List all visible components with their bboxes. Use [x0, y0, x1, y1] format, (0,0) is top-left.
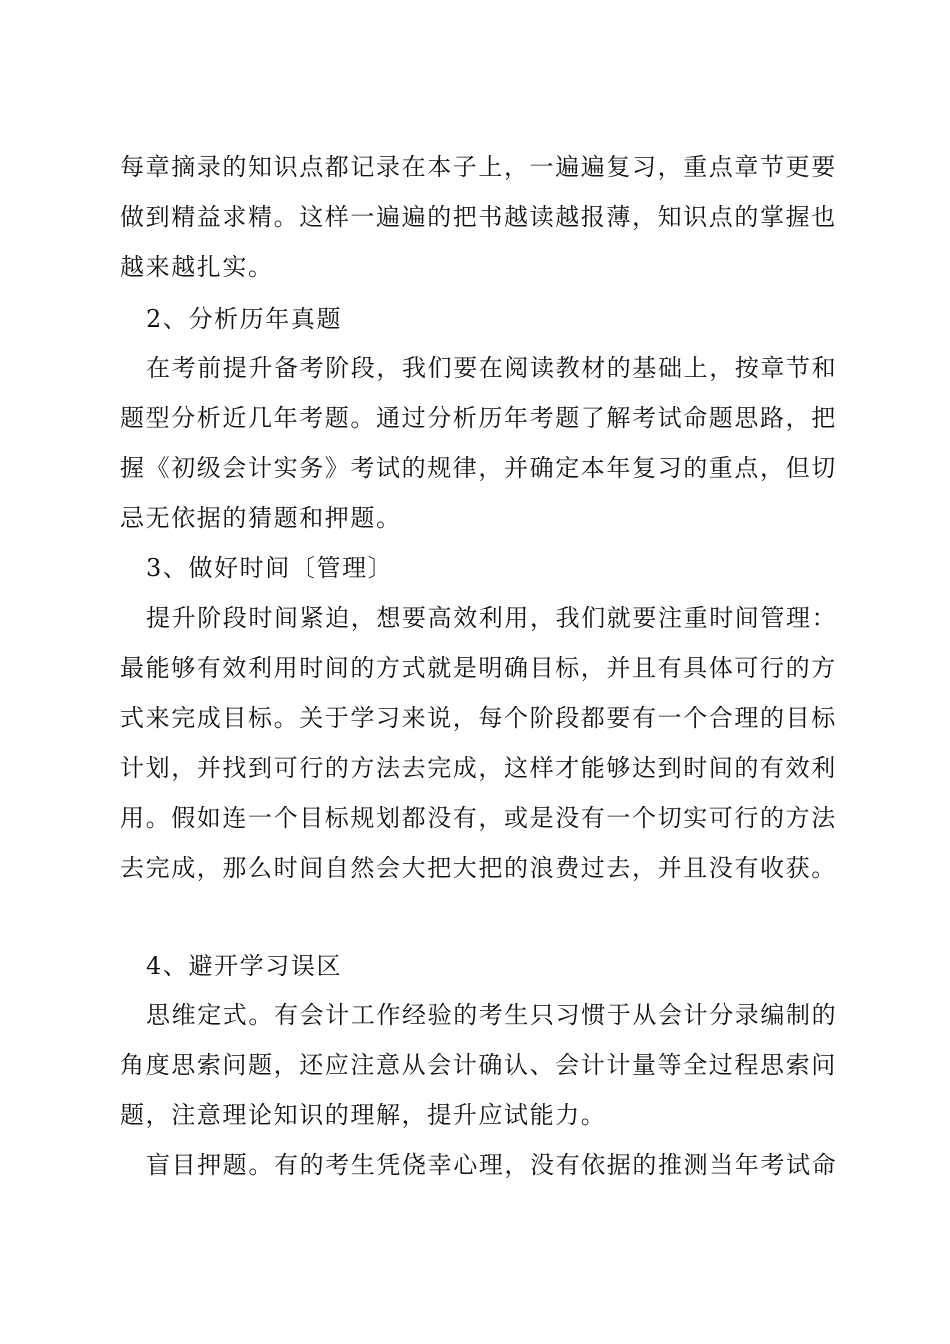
text-line: 在考前提升备考阶段，我们要在阅读教材的基础上，按章节和 [146, 354, 838, 382]
text-line: 计划，并找到可行的方法去完成，这样才能够达到时间的有效利 [120, 754, 837, 782]
text-line: 题型分析近几年考题。通过分析历年考题了解考试命题思路，把 [120, 404, 837, 432]
text-line: 思维定式。有会计工作经验的考生只习惯于从会计分录编制的 [146, 1001, 838, 1029]
text-line: 提升阶段时间紧迫，想要高效利用，我们就要注重时间管理： [146, 604, 838, 632]
paragraph-fixed-thinking [120, 990, 838, 1140]
paragraph-time-management [120, 593, 838, 893]
section-heading: 2、分析历年真题 [146, 305, 343, 333]
text-line: 做到精益求精。这样一遍遍的把书越读越报薄，知识点的掌握也 [120, 203, 837, 231]
text-line: 式来完成目标。关于学习来说，每个阶段都要有一个合理的目标 [120, 704, 837, 732]
text-line: 题，注意理论知识的理解，提升应试能力。 [120, 1101, 607, 1129]
text-line: 去完成，那么时间自然会大把大把的浪费过去，并且没有收获。 [120, 854, 837, 882]
heading-time-management [120, 543, 832, 593]
heading-analyze-exams [120, 294, 832, 344]
text-line: 最能够有效利用时间的方式就是明确目标，并且有具体可行的方 [120, 654, 837, 682]
section-heading: 3、做好时间〔管理〕 [146, 554, 394, 582]
text-line: 每章摘录的知识点都记录在本子上，一遍遍复习，重点章节更要 [120, 153, 837, 181]
text-line: 握《初级会计实务》考试的规律，并确定本年复习的重点，但切 [120, 454, 837, 482]
paragraph-study-notes [120, 142, 837, 292]
section-heading: 4、避开学习误区 [146, 952, 343, 980]
paragraph-analyze-exams [120, 343, 838, 543]
heading-avoid-mistakes [120, 941, 832, 991]
text-line: 盲目押题。有的考生凭侥幸心理，没有依据的推测当年考试命 [146, 1151, 838, 1179]
text-line: 忌无依据的猜题和押题。 [120, 504, 402, 532]
paragraph-blind-guessing [120, 1140, 838, 1190]
text-line: 用。假如连一个目标规划都没有，或是没有一个切实可行的方法 [120, 804, 837, 832]
text-line: 越来越扎实。 [120, 253, 274, 281]
text-line: 角度思索问题，还应注意从会计确认、会计计量等全过程思索问 [120, 1051, 837, 1079]
